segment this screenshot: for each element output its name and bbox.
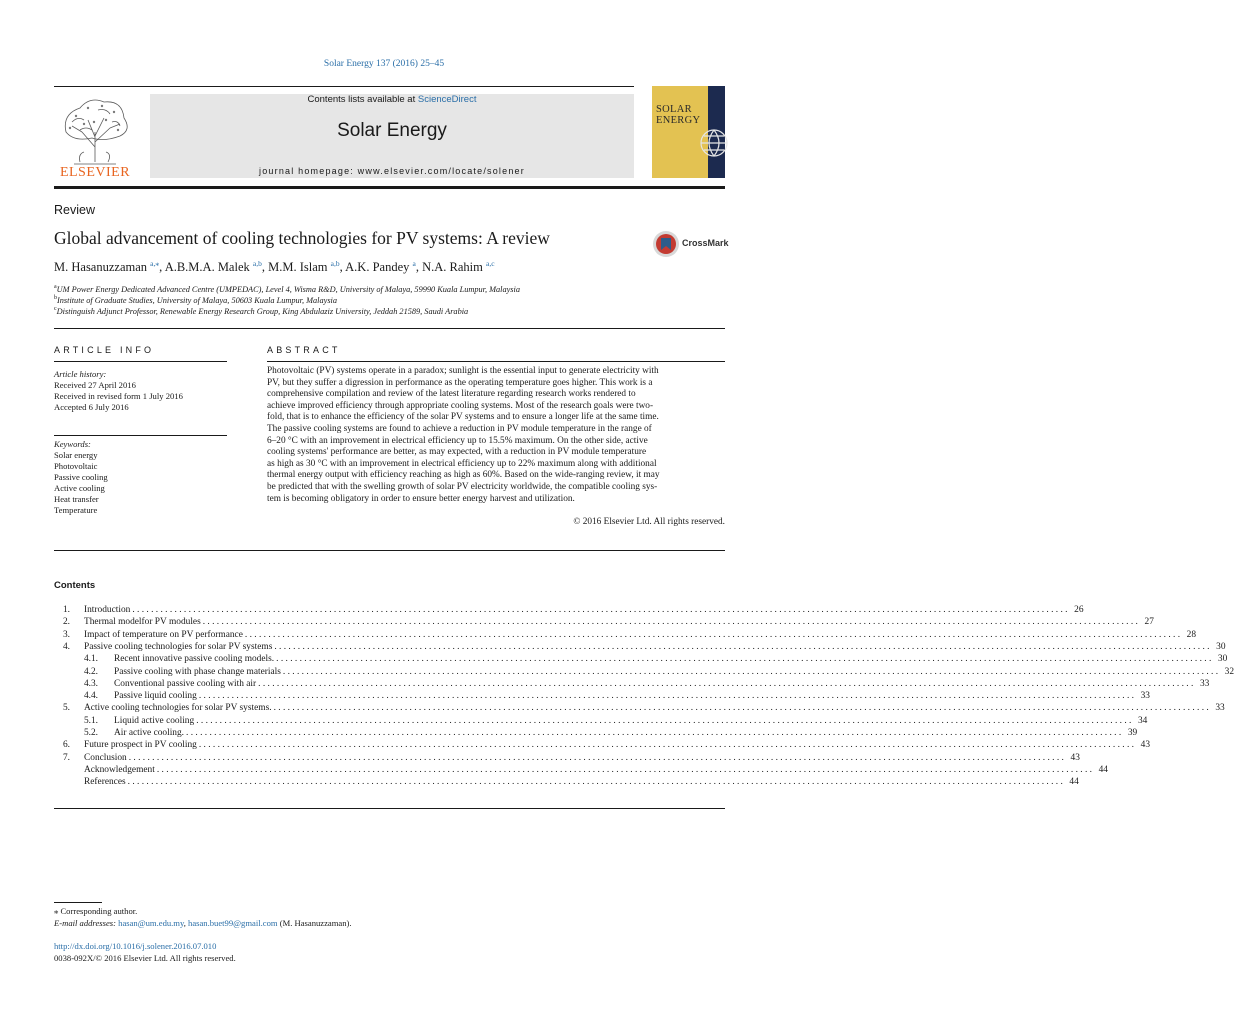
toc-entry-page: 44 [1069,777,1079,788]
author-affiliation-marker[interactable]: a,b [252,259,262,268]
toc-entry-number: 4.4. [83,691,98,702]
abstract-line: thermal energy output with efficiency reaching as high as 60%. Based on the wide-ranging review, it may [267,470,660,481]
abstract-line: PV, but they suffer a digression in performance as the operating temperature goes higher. This work is a [267,377,653,388]
author-affiliation-marker[interactable]: a,b [330,259,340,268]
journal-homepage-link[interactable]: journal homepage: www.elsevier.com/locate/solener [259,166,525,176]
contents-bottom-rule [54,808,725,809]
toc-entry-page: 43 [1070,752,1080,763]
toc-entry[interactable] [54,678,1210,690]
toc-entry-page: 43 [1140,740,1150,751]
toc-leader-dots: . . . . . . . . . . . . . . . . . . . . . . . . . . . . . . . . . . . . . . . . . . . . . . . . . . . . . . . . . . . . . . . . . . . . . . . . . . . . . . . . . . . . . . . . . . . . . . . . . . . . . . . . . . . . . . . . . . . . . . . . . . . . . . . . . . . . . . . . . . . . . . . . . . . . . . . . . . . . . . . . . . . . . . . . . . . . . . . . . . . . . . . . . . . . . . . . . . . . . . . . [198,740,1134,751]
header-top-rule [54,86,634,87]
author-name[interactable]: A.B.M.A. Malek [164,260,250,275]
history-received: Received 27 April 2016 [54,380,136,390]
keywords-rule [54,435,227,436]
sciencedirect-link[interactable]: ScienceDirect [417,94,477,105]
toc-leader-dots: . . . . . . . . . . . . . . . . . . . . . . . . . . . . . . . . . . . . . . . . . . . . . . . . . . . . . . . . . . . . . . . . . . . . . . . . . . . . . . . . . . . . . . . . . . . . . . . . . . . . . . . . . . . . . . . . . . . . . . . . . . . . . . . . . . . . . . . . . . . . . . . . . . . . . . . . . . . . . . . . . . . . . . . . . . . . . . . . . . . . . . . . . . . . . . . . . . . . . . . . [198,691,1134,702]
author-affiliation-marker[interactable]: a,⁎ [150,259,160,268]
history-revised: Received in revised form 1 July 2016 [54,391,183,401]
journal-cover-image [652,86,725,178]
email-link[interactable]: hasan@um.edu.my [118,917,184,928]
toc-entry-title: Passive cooling technologies for solar PV systems [84,641,273,652]
toc-entry-number: 1. [62,605,70,615]
toc-leader-dots: . . . . . . . . . . . . . . . . . . . . . . . . . . . . . . . . . . . . . . . . . . . . . . . . . . . . . . . . . . . . . . . . . . . . . . . . . . . . . . . . . . . . . . . . . . . . . . . . . . . . . . . . . . . . . . . . . . . . . . . . . . . . . . . . . . . . . . . . . . . . . . . . . . . . . . . . . . . . . . . . . . . . . . . . . . . . . . . . . . . . . . . . . . . . . . . . . . . . . . . . [156,764,1092,775]
author-separator: , [339,260,346,275]
journal-name: Solar Energy [337,120,447,141]
contents-heading: Contents [54,580,96,591]
affiliation-a: $^a$UM Power Energy Dedicated Advanced Centre (UMPEDAC), Level 4, Wisma R&D, University of Malaya, 59990 Kuala Lumpur, Malaysia [54,284,520,294]
keyword: Solar energy [54,450,98,460]
toc-entry-page: 39 [1127,728,1138,738]
author-name[interactable]: A.K. Pandey [345,260,410,275]
toc-entry[interactable] [54,739,1150,751]
email-link[interactable]: hasan.buet99@gmail.com [188,917,278,928]
author-name[interactable]: M.M. Islam [268,260,328,275]
toc-entry-page: 30 [1216,641,1226,652]
affiliation-c: $^c$Distinguish Adjunct Professor, Renewable Energy Research Group, King Abdulaziz University, Jeddah 21589, Saudi Arabia [54,306,469,316]
author-separator: , [261,260,269,275]
toc-entry-title: References [84,777,126,788]
toc-entry-page: 33 [1199,678,1210,689]
toc-entry[interactable] [54,629,1197,641]
toc-entry-title: Conclusion [84,752,127,763]
toc-leader-dots: . . . . . . . . . . . . . . . . . . . . . . . . . . . . . . . . . . . . . . . . . . . . . . . . . . . . . . . . . . . . . . . . . . . . . . . . . . . . . . . . . . . . . . . . . . . . . . . . . . . . . . . . . . . . . . . . . . . . . . . . . . . . . . . . . . . . . . . . . . . . . . . . . . . . . . . . . . . . . . . . . . . . . . . . . . . . . . . . . . . . . . . . . . . . . . . . . . . . . . . . [282,666,1219,677]
toc-entry-title: Thermal modelfor PV modules [84,617,201,628]
toc-entry-title: Passive liquid cooling [114,691,197,702]
author-name[interactable]: N.A. Rahim [422,260,483,275]
toc-entry-page: 27 [1144,617,1154,628]
toc-entry-number: 6. [62,740,70,751]
author-separator: , [415,260,423,275]
contents-available-line: Contents lists available at ScienceDirect [307,94,477,105]
toc-entry-title: Recent innovative passive cooling models. [114,654,275,665]
abstract-bottom-rule [54,550,725,551]
toc-entry-page: 44 [1098,764,1108,775]
abstract-line: cooling systems' performance are better, as may expected, with a reduction in PV module temperature [267,447,647,458]
abstract-line: achieve improved efficiency through appropriate cooling systems. Most of the research goals were two- [267,400,654,411]
crossmark-icon[interactable] [652,230,680,258]
abstract-line: The passive cooling systems are found to achieve a reduction in PV module temperature in the range of [267,423,652,434]
author-affiliation-marker[interactable]: a [412,259,416,268]
author-affiliation-marker[interactable]: a,c [485,259,495,268]
toc-entry-number: 4.1. [83,654,98,665]
toc-entry-page: 33 [1215,703,1225,714]
toc-entry-page: 30 [1217,654,1228,665]
toc-entry-number: 4.2. [83,666,98,677]
email-addresses: E-mail addresses: hasan@um.edu.my, hasan.buet99@gmail.com (M. Hasanuzzaman). [54,917,352,928]
doi-link[interactable]: http://dx.doi.org/10.1016/j.solener.2016.07.010 [54,941,217,951]
abstract-heading: ABSTRACT [267,345,341,355]
toc-entry-number: 5.1. [83,715,98,726]
corresponding-author-note: ⁎ Corresponding author. [54,906,138,916]
toc-entry-number [54,776,70,788]
toc-entry-title: Future prospect in PV cooling [84,740,197,751]
abstract-line: as high as 30 °C with an improvement in electrical efficiency up to 22% maximum along with additional [267,458,657,469]
toc-entry-title: Conventional passive cooling with air [114,678,257,689]
author-name[interactable]: M. Hasanuzzaman [54,260,148,275]
toc-entry[interactable] [54,764,1108,776]
toc-entry-number: 7. [62,752,70,763]
journal-citation-link[interactable]: Solar Energy 137 (2016) 25–45 [323,59,445,69]
article-title: Global advancement of cooling technologies for PV systems: A review [54,228,550,248]
abstract-line: comprehensive compilation and review of the latest literature regarding research works rendered to [267,389,636,400]
keyword: Temperature [54,505,98,515]
toc-entry-number: 4.3. [83,678,98,689]
abstract-line: Photovoltaic (PV) systems operate in a paradox; sunlight is the essential input to generate electricity with [267,366,659,376]
toc-entry-title: Impact of temperature on PV performance [84,629,243,640]
toc-entry[interactable] [54,752,1080,764]
toc-leader-dots: . . . . . . . . . . . . . . . . . . . . . . . . . . . . . . . . . . . . . . . . . . . . . . . . . . . . . . . . . . . . . . . . . . . . . . . . . . . . . . . . . . . . . . . . . . . . . . . . . . . . . . . . . . . . . . . . . . . . . . . . . . . . . . . . . . . . . . . . . . . . . . . . . . . . . . . . . . . . . . . . . . . . . . . . . . . . . . . . . . . . . . . . . . . . . . . . . . . . . . . . [258,678,1194,689]
toc-entry-page: 28 [1186,629,1197,640]
author-list [54,259,495,275]
affiliation-b: $^b$Institute of Graduate Studies, University of Malaya, 50603 Kuala Lumpur, Malaysia [54,295,338,305]
globe-icon [696,118,726,168]
toc-entry[interactable] [54,641,1226,653]
footnote-rule [54,902,102,903]
toc-entry-number: 5. [62,703,70,714]
abstract-line: 6–20 °C with an improvement in electrical efficiency up to 15.5% maximum. On the other side, active [267,435,648,446]
toc-entry-page: 26 [1074,605,1084,615]
footnotes [54,906,352,929]
toc-entry-title: Passive cooling with phase change materials [114,666,281,677]
abstract-copyright: © 2016 Elsevier Ltd. All rights reserved. [573,517,725,527]
toc-entry[interactable] [54,776,1079,788]
toc-entry[interactable] [54,604,1084,616]
toc-entry[interactable] [54,653,1228,665]
toc-entry-title: Introduction [84,605,131,615]
keyword: Heat transfer [54,494,99,504]
toc-entry-title: Acknowledgement [84,764,155,775]
abstract-rule [267,361,725,362]
author-separator: , [159,260,165,275]
toc-entry-number: 5.2. [83,728,98,738]
toc-leader-dots: . . . . . . . . . . . . . . . . . . . . . . . . . . . . . . . . . . . . . . . . . . . . . . . . . . . . . . . . . . . . . . . . . . . . . . . . . . . . . . . . . . . . . . . . . . . . . . . . . . . . . . . . . . . . . . . . . . . . . . . . . . . . . . . . . . . . . . . . . . . . . . . . . . . . . . . . . . . . . . . . . . . . . . . . . . . . . . . . . . . . . . . . . . . . . . . . . . . . . . . . [128,752,1064,763]
keyword: Photovoltaic [54,461,98,471]
doi-block [54,941,236,964]
issn-copyright: 0038-092X/© 2016 Elsevier Ltd. All rights reserved. [54,952,236,963]
article-type: Review [54,203,95,217]
journal-header-band [150,94,634,178]
affiliations-rule [54,328,725,329]
toc-entry-title: Air active cooling. [114,728,185,738]
toc-entry-page: 33 [1140,691,1150,702]
toc-leader-dots: . . . . . . . . . . . . . . . . . . . . . . . . . . . . . . . . . . . . . . . . . . . . . . . . . . . . . . . . . . . . . . . . . . . . . . . . . . . . . . . . . . . . . . . . . . . . . . . . . . . . . . . . . . . . . . . . . . . . . . . . . . . . . . . . . . . . . . . . . . . . . . . . . . . . . . . . . . . . . . . . . . . . . . . . . . . . . . . . . . . . . . . . . . . . . . . . . . . . . . . . [196,715,1132,726]
toc-leader-dots: . . . . . . . . . . . . . . . . . . . . . . . . . . . . . . . . . . . . . . . . . . . . . . . . . . . . . . . . . . . . . . . . . . . . . . . . . . . . . . . . . . . . . . . . . . . . . . . . . . . . . . . . . . . . . . . . . . . . . . . . . . . . . . . . . . . . . . . . . . . . . . . . . . . . . . . . . . . . . . . . . . . . . . . . . . . . . . . . . . . . . . . . . . . . . . . . . . . . . . . . [186,728,1122,738]
article-info-rule [54,361,227,362]
toc-entry[interactable] [54,715,1148,727]
toc-leader-dots: . . . . . . . . . . . . . . . . . . . . . . . . . . . . . . . . . . . . . . . . . . . . . . . . . . . . . . . . . . . . . . . . . . . . . . . . . . . . . . . . . . . . . . . . . . . . . . . . . . . . . . . . . . . . . . . . . . . . . . . . . . . . . . . . . . . . . . . . . . . . . . . . . . . . . . . . . . . . . . . . . . . . . . . . . . . . . . . . . . . . . . . . . . . . . . . . . . . . . . . . [132,605,1068,615]
toc-entry-title: Active cooling technologies for solar PV systems. [84,703,272,714]
keywords-list: Keywords: Solar energy Photovoltaic Passive cooling Active cooling Heat transfer Temperature [54,439,108,515]
cover-title: SOLAR ENERGY [656,104,701,126]
toc-entry-number [54,764,70,776]
elsevier-wordmark: ELSEVIER [59,165,131,180]
toc-leader-dots: . . . . . . . . . . . . . . . . . . . . . . . . . . . . . . . . . . . . . . . . . . . . . . . . . . . . . . . . . . . . . . . . . . . . . . . . . . . . . . . . . . . . . . . . . . . . . . . . . . . . . . . . . . . . . . . . . . . . . . . . . . . . . . . . . . . . . . . . . . . . . . . . . . . . . . . . . . . . . . . . . . . . . . . . . . . . . . . . . . . . . . . . . . . . . . . . . . . . . . . . [202,617,1138,628]
abstract-line: tem is becoming obligatory in order to ensure better energy harvest and utilization. [267,493,575,504]
toc-entry[interactable] [54,690,1150,702]
toc-entry-title: Liquid active cooling [114,715,195,726]
abstract-text [267,366,725,505]
toc-entry-number: 3. [62,629,70,640]
toc-leader-dots: . . . . . . . . . . . . . . . . . . . . . . . . . . . . . . . . . . . . . . . . . . . . . . . . . . . . . . . . . . . . . . . . . . . . . . . . . . . . . . . . . . . . . . . . . . . . . . . . . . . . . . . . . . . . . . . . . . . . . . . . . . . . . . . . . . . . . . . . . . . . . . . . . . . . . . . . . . . . . . . . . . . . . . . . . . . . . . . . . . . . . . . . . . . . . . . . . . . . . . . . [244,629,1181,640]
toc-entry-number: 4. [62,641,70,652]
toc-entry-page: 32 [1224,666,1234,677]
toc-leader-dots: . . . . . . . . . . . . . . . . . . . . . . . . . . . . . . . . . . . . . . . . . . . . . . . . . . . . . . . . . . . . . . . . . . . . . . . . . . . . . . . . . . . . . . . . . . . . . . . . . . . . . . . . . . . . . . . . . . . . . . . . . . . . . . . . . . . . . . . . . . . . . . . . . . . . . . . . . . . . . . . . . . . . . . . . . . . . . . . . . . . . . . . . . . . . . . . . . . . . . . . . [274,641,1210,652]
article-info-heading: ARTICLE INFO [54,345,155,355]
crossmark-label[interactable]: CrossMark [682,238,729,248]
toc-leader-dots: . . . . . . . . . . . . . . . . . . . . . . . . . . . . . . . . . . . . . . . . . . . . . . . . . . . . . . . . . . . . . . . . . . . . . . . . . . . . . . . . . . . . . . . . . . . . . . . . . . . . . . . . . . . . . . . . . . . . . . . . . . . . . . . . . . . . . . . . . . . . . . . . . . . . . . . . . . . . . . . . . . . . . . . . . . . . . . . . . . . . . . . . . . . . . . . . . . . . . . . . [276,654,1212,665]
abstract-line: fold, that is to enhance the efficiency of the solar PV systems and to ensure a longer life at the same time. [267,412,659,423]
toc-entry-number: 2. [62,617,70,628]
toc-leader-dots: . . . . . . . . . . . . . . . . . . . . . . . . . . . . . . . . . . . . . . . . . . . . . . . . . . . . . . . . . . . . . . . . . . . . . . . . . . . . . . . . . . . . . . . . . . . . . . . . . . . . . . . . . . . . . . . . . . . . . . . . . . . . . . . . . . . . . . . . . . . . . . . . . . . . . . . . . . . . . . . . . . . . . . . . . . . . . . . . . . . . . . . . . . . . . . . . . . . . . . . . [273,703,1209,714]
history-accepted: Accepted 6 July 2016 [54,402,129,412]
toc-entry[interactable] [54,727,1138,739]
abstract-line: be predicted that with the swelling growth of solar PV electricity worldwide, the compatible cooling sys- [267,481,658,492]
article-history: Article history: Received 27 April 2016 Received in revised form 1 July 2016 Accepted 6 July 2016 [54,369,183,412]
toc-entry[interactable] [54,616,1154,628]
toc-entry-page: 34 [1137,715,1148,726]
keyword: Passive cooling [54,472,108,482]
toc-entry[interactable] [54,702,1225,714]
keyword: Active cooling [54,483,105,493]
toc-leader-dots: . . . . . . . . . . . . . . . . . . . . . . . . . . . . . . . . . . . . . . . . . . . . . . . . . . . . . . . . . . . . . . . . . . . . . . . . . . . . . . . . . . . . . . . . . . . . . . . . . . . . . . . . . . . . . . . . . . . . . . . . . . . . . . . . . . . . . . . . . . . . . . . . . . . . . . . . . . . . . . . . . . . . . . . . . . . . . . . . . . . . . . . . . . . . . . . . . . . . . . . . [127,777,1063,788]
header-bottom-rule [54,186,725,189]
toc-entry[interactable] [54,666,1234,678]
